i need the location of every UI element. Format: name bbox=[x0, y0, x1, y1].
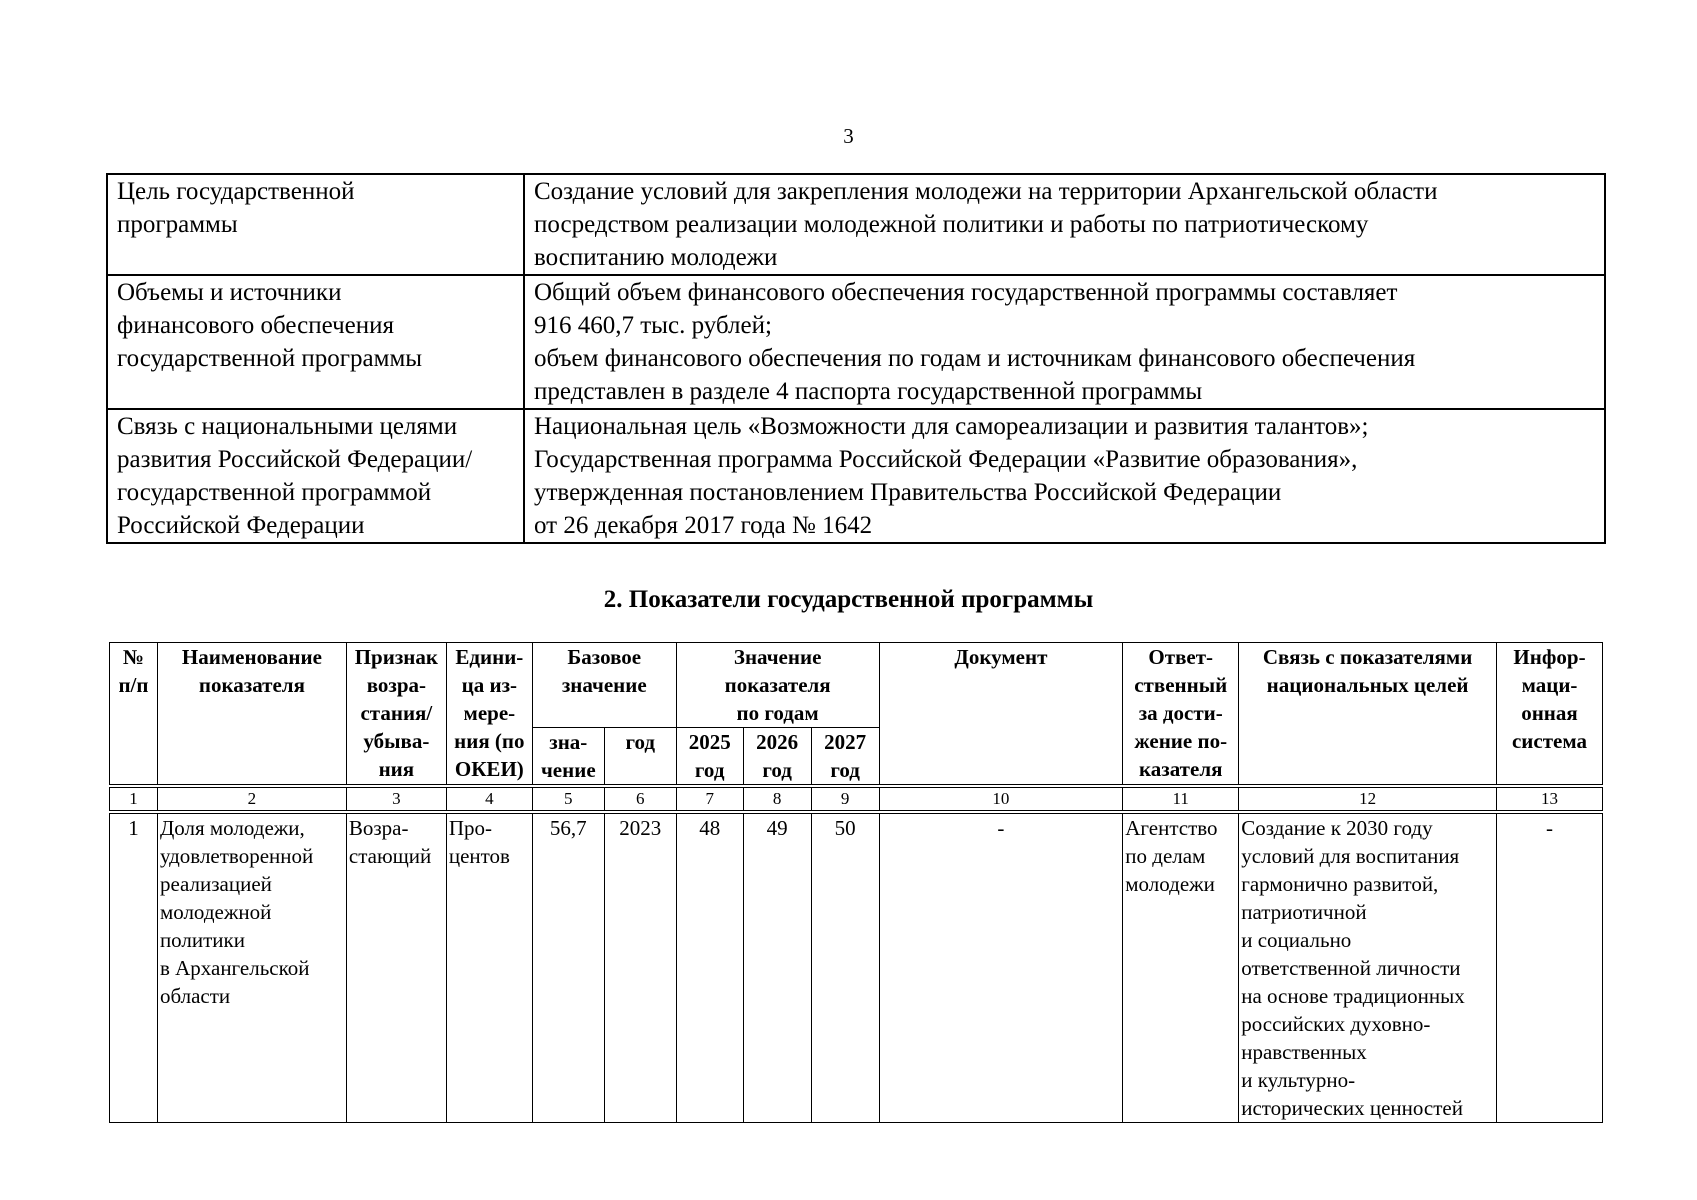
passport-row-funding bbox=[107, 275, 1605, 409]
row-2027: 50 bbox=[811, 812, 879, 1123]
header-base-year: год bbox=[604, 728, 676, 787]
indicators-table bbox=[109, 642, 1603, 1123]
passport-row-goal bbox=[107, 174, 1605, 275]
passport-label: Цель государственной программы bbox=[107, 174, 524, 275]
passport-value: Создание условий для закрепления молодежи на территории Архангельской области посредством реализации молодежной политики и работы по патриотическому воспитанию молодежи bbox=[524, 174, 1605, 275]
passport-label: Объемы и источники финансового обеспечения государственной программы bbox=[107, 275, 524, 409]
column-number: 6 bbox=[604, 786, 676, 812]
column-number: 11 bbox=[1123, 786, 1239, 812]
row-2025: 48 bbox=[676, 812, 743, 1123]
program-passport-table bbox=[106, 173, 1606, 544]
header-num: № п/п bbox=[110, 643, 158, 787]
row-link: Создание к 2030 году условий для воспитания гармонично развитой, патриотичной и социально ответственной личности на основе традиционных российских духовно- нравственных и культурно- исторических ценностей bbox=[1239, 812, 1497, 1123]
header-base: Базовое значение bbox=[532, 643, 676, 728]
header-2027: 2027 год bbox=[811, 728, 879, 787]
header-link: Связь с показателями национальных целей bbox=[1239, 643, 1497, 787]
page-number: 3 bbox=[843, 124, 854, 148]
passport-row-national-goals bbox=[107, 409, 1605, 543]
section-title: 2. Показатели государственной программы bbox=[603, 586, 1094, 613]
row-unit: Про- центов bbox=[446, 812, 532, 1123]
column-numbers-row bbox=[110, 786, 1603, 812]
row-base-year: 2023 bbox=[604, 812, 676, 1123]
header-base-value: зна- чение bbox=[532, 728, 604, 787]
row-trend: Возра- стающий bbox=[346, 812, 446, 1123]
header-info-system: Инфор- маци- онная система bbox=[1496, 643, 1602, 787]
passport-value: Общий объем финансового обеспечения государственной программы составляет 916 460,7 тыс. рублей; объем финансового обеспечения по годам и источникам финансового обеспечения представлен в разделе 4 паспорта государственной программы bbox=[524, 275, 1605, 409]
row-info-system: - bbox=[1496, 812, 1602, 1123]
row-2026: 49 bbox=[743, 812, 811, 1123]
column-number: 1 bbox=[110, 786, 158, 812]
header-document: Документ bbox=[879, 643, 1123, 787]
row-document: - bbox=[879, 812, 1123, 1123]
passport-label: Связь с национальными целями развития Российской Федерации/ государственной программой Российской Федерации bbox=[107, 409, 524, 543]
header-unit: Едини- ца из- мере- ния (по ОКЕИ) bbox=[446, 643, 532, 787]
header-values-by-year: Значение показателя по годам bbox=[676, 643, 879, 728]
header-trend: Признак возра- стания/ убыва- ния bbox=[346, 643, 446, 787]
column-number: 3 bbox=[346, 786, 446, 812]
column-number: 13 bbox=[1496, 786, 1602, 812]
row-responsible: Агентство по делам молодежи bbox=[1123, 812, 1239, 1123]
header-2025: 2025 год bbox=[676, 728, 743, 787]
table-row bbox=[110, 812, 1603, 1123]
passport-value: Национальная цель «Возможности для самореализации и развития талантов»; Государственная программа Российской Федерации «Развитие образования», утвержденная постановлением Правительства Российской Федерации от 26 декабря 2017 года № 1642 bbox=[524, 409, 1605, 543]
header-name: Наименование показателя bbox=[157, 643, 346, 787]
row-name: Доля молодежи, удовлетворенной реализацией молодежной политики в Архангельской области bbox=[157, 812, 346, 1123]
header-responsible: Ответ- ственный за дости- жение по- казателя bbox=[1123, 643, 1239, 787]
column-number: 2 bbox=[157, 786, 346, 812]
column-number: 7 bbox=[676, 786, 743, 812]
column-number: 5 bbox=[532, 786, 604, 812]
column-number: 4 bbox=[446, 786, 532, 812]
row-num: 1 bbox=[110, 812, 158, 1123]
header-2026: 2026 год bbox=[743, 728, 811, 787]
row-base-value: 56,7 bbox=[532, 812, 604, 1123]
column-number: 12 bbox=[1239, 786, 1497, 812]
header-row bbox=[110, 643, 1603, 728]
column-number: 10 bbox=[879, 786, 1123, 812]
column-number: 9 bbox=[811, 786, 879, 812]
column-number: 8 bbox=[743, 786, 811, 812]
